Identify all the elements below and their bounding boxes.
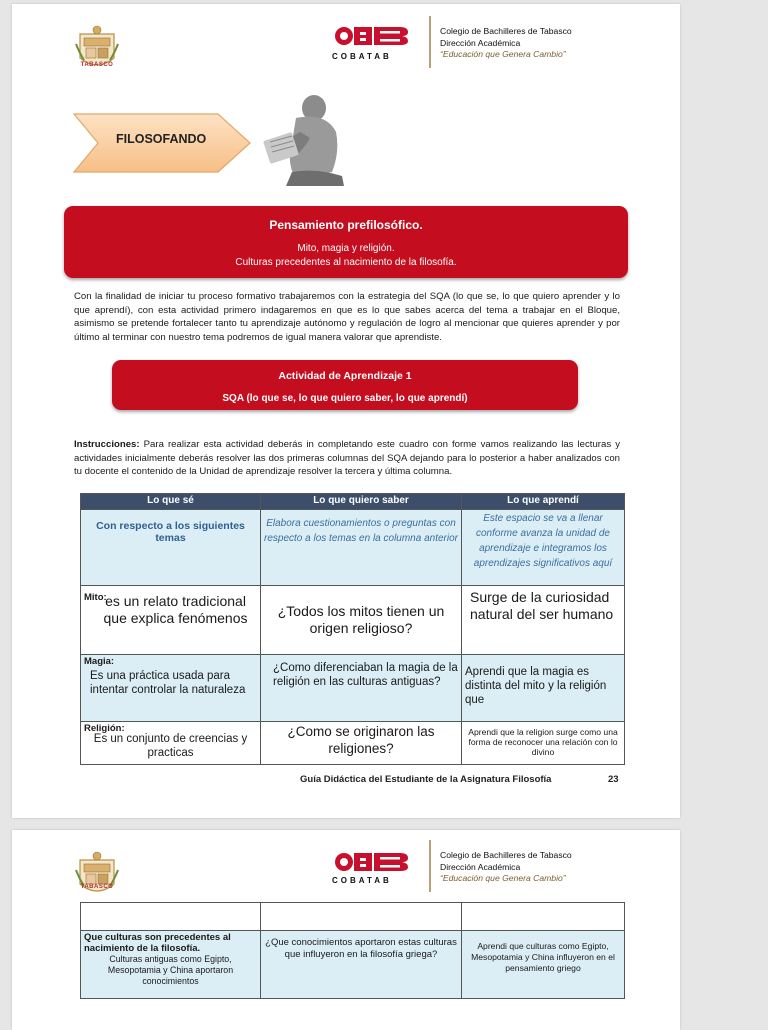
sqa-table-continued [80,902,625,999]
cell-culturas-quiero-saber[interactable]: ¿Que conocimientos aportaron estas culturas que influyeron en la filosofía griega? [261,931,462,999]
cell-religion-lo-que-se[interactable] [81,722,261,765]
instructions-label: Instrucciones: [74,439,140,450]
topic-subtitle-1: Mito, magia y religión. [297,243,395,254]
table-row-mito [81,586,625,655]
page-number: 23 [608,774,619,785]
table-row-culturas [81,931,625,999]
cobatab-wordmark: COBATAB [332,52,392,61]
answer-magia-se: Es una práctica usada para intentar controlar la naturaleza [90,670,246,696]
institution-block [440,26,572,61]
table-row-instructions [81,510,625,586]
table-row-religion [81,722,625,765]
topic-title: Pensamiento prefilosófico. [269,218,423,232]
cell-culturas-aprendi[interactable]: Aprendi que culturas como Egipto, Mesopotamia y China influyeron en el pensamiento griego [462,931,625,999]
institution-motto: “Educación que Genera Cambio” [440,873,566,883]
table-row-magia [81,655,625,722]
sqa-table [80,493,625,765]
activity-box [112,360,578,410]
filosofando-label: FILOSOFANDO [116,132,207,146]
cell-magia-lo-que-se[interactable] [81,655,261,722]
header-lo-que-se: Lo que sé [81,494,261,510]
institution-block [440,850,572,885]
subheader-col2: Elabora cuestionamientos o preguntas con respecto a los temas en la columna anterior [261,510,462,586]
cell-empty-col1[interactable] [81,903,261,931]
row-label-mito: Mito: [84,592,107,603]
cobatab-wordmark: COBATAB [332,876,392,885]
activity-title: Actividad de Aprendizaje 1 [278,370,412,382]
subheader-col1: Con respecto a los siguientes temas [81,510,261,586]
header-lo-que-quiero-saber: Lo que quiero saber [261,494,462,510]
institution-department: Dirección Académica [440,37,521,48]
institution-name: Colegio de Bachilleres de Tabasco [440,850,572,860]
instructions-text: Para realizar esta actividad deberás in completando este cuadro con forme vamos realizando las lecturas y actividades inicialmente deberás resolver las dos primeras columnas del SQA dejando para lo posterior a haber analizados con tu docente el contenido de la Unidad de aprendizaje resolver la tercera y última columna. [74,439,620,478]
institution-department: Dirección Académica [440,861,521,872]
institution-motto: “Educación que Genera Cambio” [440,49,566,59]
topic-box [64,206,628,278]
document-page-2 [12,830,680,1030]
answer-culturas-se: Culturas antiguas como Egipto, Mesopotamia y China aportaron conocimientos [107,954,234,986]
cell-empty-col2[interactable] [261,903,462,931]
table-header-row [81,494,625,510]
cell-mito-quiero-saber[interactable]: ¿Todos los mitos tienen un origen religioso? [261,586,462,655]
header-divider [429,840,431,892]
answer-religion-se: Es un conjunto de creencias y practicas [93,733,248,759]
cell-mito-lo-que-se[interactable] [81,586,261,655]
thinker-statue-icon [256,92,354,188]
activity-subtitle: SQA (lo que se, lo que quiero saber, lo que aprendí) [222,393,468,404]
document-page-1 [12,4,680,818]
crest-caption: TABASCO [80,884,114,890]
row-label-religion: Religión: [84,723,125,734]
cell-mito-aprendi[interactable]: Surge de la curiosidad natural del ser humano [462,586,625,655]
topic-subtitle-2: Culturas precedentes al nacimiento de la filosofía. [235,257,457,268]
subheader-col3: Este espacio se va a llenar conforme avanza la unidad de aprendizaje e integramos los aprendizajes significativos aquí [462,510,625,586]
cell-religion-quiero-saber[interactable]: ¿Como se originaron las religiones? [261,722,462,765]
table-row-empty [81,903,625,931]
row-label-culturas: Que culturas son precedentes al nacimiento de la filosofía. [84,932,231,954]
cell-religion-aprendi[interactable]: Aprendi que la religion surge como una forma de reconocer una relación con lo divino [462,722,625,765]
row-label-magia: Magia: [84,656,115,667]
cell-culturas-lo-que-se[interactable] [81,931,261,999]
crest-caption: TABASCO [80,62,114,68]
cell-magia-quiero-saber[interactable]: ¿Como diferenciaban la magia de la religión en las culturas antiguas? [261,655,462,722]
page-footer: Guía Didáctica del Estudiante de la Asignatura Filosofía [300,774,552,785]
tabasco-crest-icon [74,850,120,900]
header-lo-que-aprendi: Lo que aprendí [462,494,625,510]
intro-paragraph: Con la finalidad de iniciar tu proceso formativo trabajaremos con la estrategia del SQA (lo que se, lo que quiero aprender y lo que aprendí), con esta actividad primero indagaremos en que es lo que sabes acerca del tema a trabajar en el Bloque, asimismo se pretende fortalecer tanto tu aprendizaje autónomo y regulación de logro al mencionar que quieres aprender y por último al terminar con nuestro tema podremos de igual manera valorar que aprendiste. [74,291,620,344]
cell-empty-col3[interactable] [462,903,625,931]
header-divider [429,16,431,68]
answer-mito-se: es un relato tradicional que explica fenómenos [103,593,248,626]
institution-name: Colegio de Bachilleres de Tabasco [440,26,572,36]
cell-magia-aprendi[interactable]: Aprendi que la magia es distinta del mito y la religión que [462,655,625,722]
instructions-paragraph [74,438,620,479]
